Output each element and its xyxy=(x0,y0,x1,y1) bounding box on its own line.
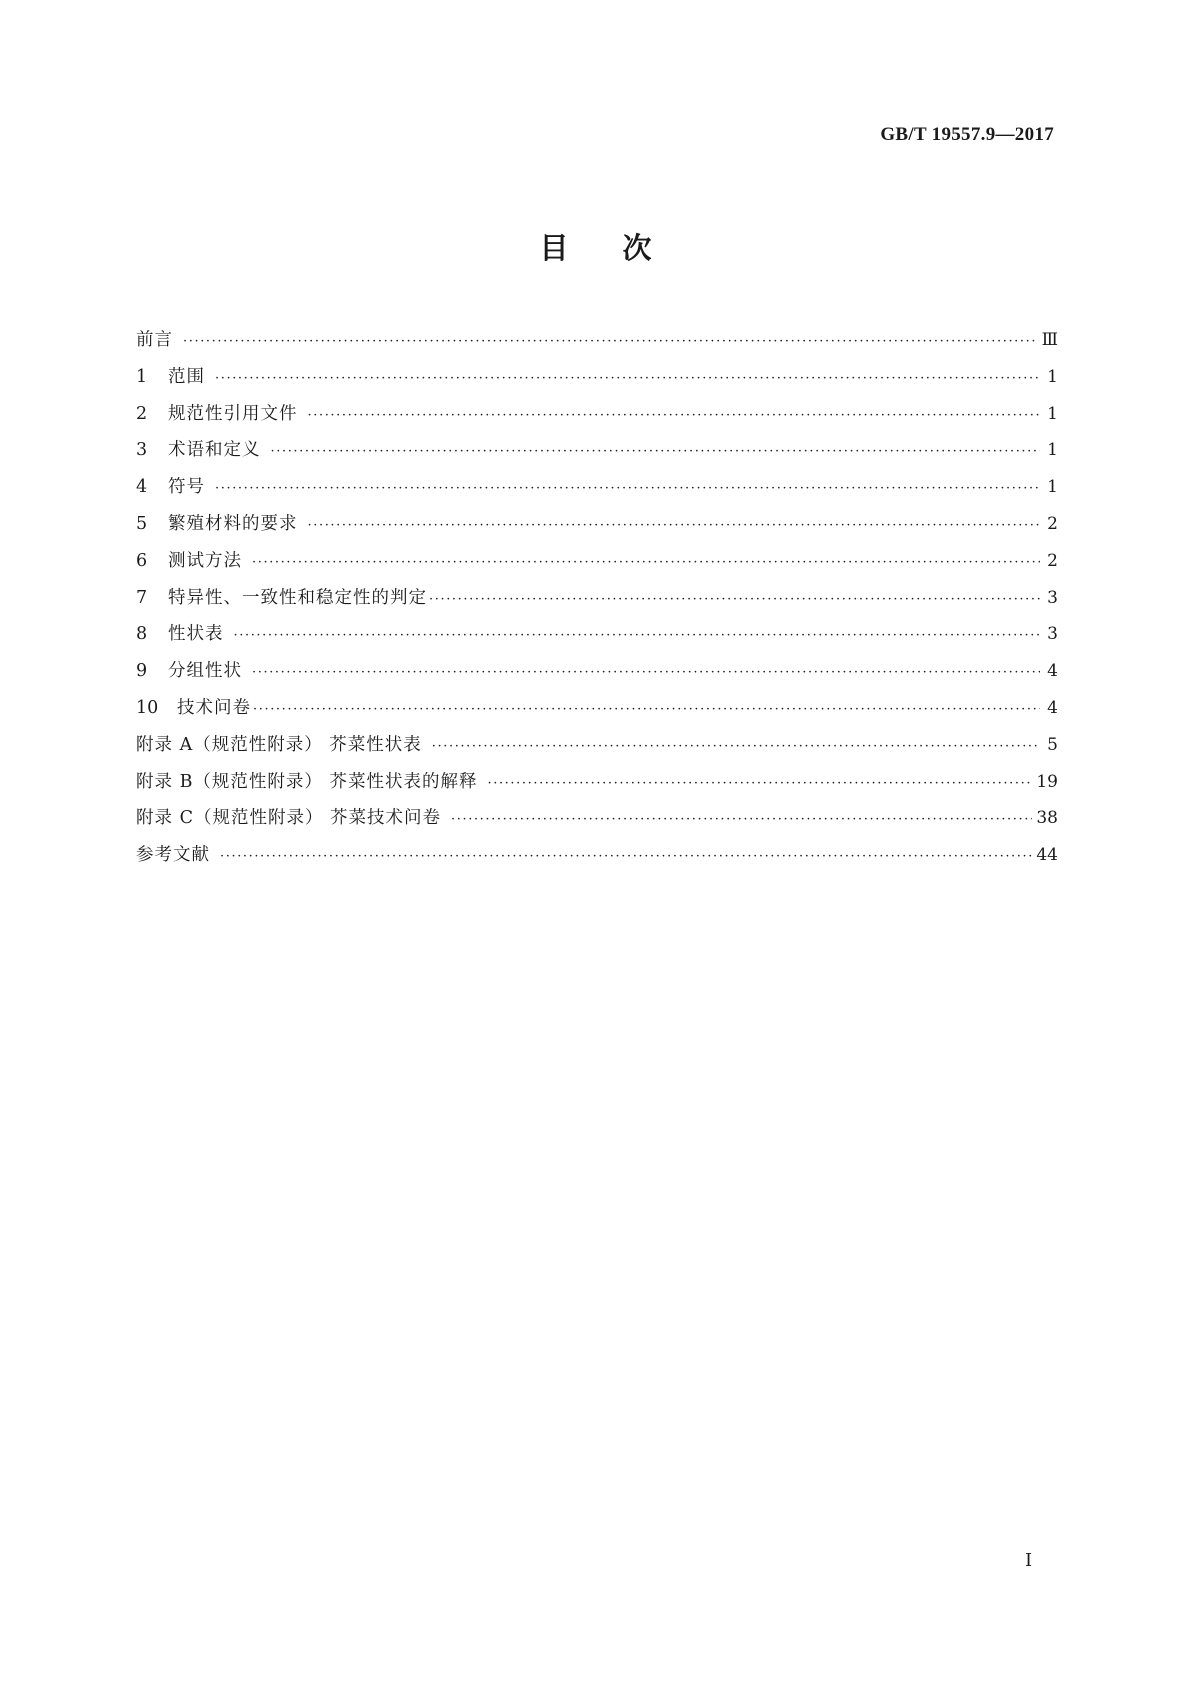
toc-entry-page: 5 xyxy=(1047,734,1058,755)
toc-entry-page: 1 xyxy=(1047,440,1058,461)
toc-entry-number: 2 xyxy=(136,403,148,424)
toc-entry-propagating-material[interactable] xyxy=(136,510,1058,547)
toc-entry-page: 3 xyxy=(1047,587,1058,608)
toc-entry-dus-assessment[interactable] xyxy=(136,584,1058,621)
toc-entry-number: 1 xyxy=(136,366,148,387)
toc-entry-label: 分组性状 xyxy=(168,661,242,682)
toc-entry-label: 范围 xyxy=(168,366,205,387)
toc-entry-bibliography[interactable] xyxy=(136,841,1058,878)
toc-entry-foreword[interactable] xyxy=(136,326,1058,363)
toc-leader-dots xyxy=(215,371,1040,386)
toc-leader-dots xyxy=(253,702,1040,717)
toc-entry-terms-definitions[interactable] xyxy=(136,436,1058,473)
toc-entry-page: 1 xyxy=(1047,477,1058,498)
toc-entry-normative-references[interactable] xyxy=(136,400,1058,437)
toc-leader-dots xyxy=(183,334,1038,349)
toc-leader-dots xyxy=(429,592,1040,607)
toc-leader-dots xyxy=(252,665,1040,680)
toc-entry-number: 4 xyxy=(136,477,148,498)
toc-entry-label: 特异性、一致性和稳定性的判定 xyxy=(168,587,427,608)
toc-entry-symbols[interactable] xyxy=(136,473,1058,510)
toc-entry-page: 2 xyxy=(1047,513,1058,534)
toc-entry-number: 5 xyxy=(136,513,148,534)
toc-entry-label: 参考文献 xyxy=(136,845,210,866)
toc-entry-page: 1 xyxy=(1047,366,1058,387)
toc-entry-page: 4 xyxy=(1047,661,1058,682)
toc-entry-page: 38 xyxy=(1036,808,1058,829)
toc-leader-dots xyxy=(308,518,1041,533)
toc-entry-page: 2 xyxy=(1047,550,1058,571)
toc-entry-number: 3 xyxy=(136,440,148,461)
toc-leader-dots xyxy=(308,408,1041,423)
toc-leader-dots xyxy=(252,555,1040,570)
toc-entry-page: 4 xyxy=(1047,697,1058,718)
toc-entry-label: 规范性引用文件 xyxy=(168,403,298,424)
toc-entry-label: 附录 C（规范性附录） 芥菜技术问卷 xyxy=(136,808,442,829)
toc-entry-grouping-characteristics[interactable] xyxy=(136,657,1058,694)
toc-entry-page: 1 xyxy=(1047,403,1058,424)
toc-entry-page: 3 xyxy=(1047,624,1058,645)
toc-entry-label: 性状表 xyxy=(168,624,224,645)
toc-entry-technical-questionnaire[interactable] xyxy=(136,694,1058,731)
toc-entry-page: Ⅲ xyxy=(1041,330,1058,350)
toc-entry-label: 附录 A（规范性附录） 芥菜性状表 xyxy=(136,734,422,755)
table-of-contents xyxy=(136,326,1058,878)
toc-entry-number: 8 xyxy=(136,624,148,645)
toc-entry-page: 19 xyxy=(1036,771,1058,792)
toc-entry-label: 符号 xyxy=(168,477,205,498)
toc-leader-dots xyxy=(487,776,1032,791)
toc-entry-number: 9 xyxy=(136,661,148,682)
toc-entry-annex-c[interactable] xyxy=(136,804,1058,841)
toc-entry-annex-a[interactable] xyxy=(136,731,1058,768)
toc-entry-label: 前言 xyxy=(136,330,173,350)
toc-entry-page: 44 xyxy=(1036,845,1058,866)
toc-entry-characteristics-table[interactable] xyxy=(136,620,1058,657)
toc-leader-dots xyxy=(234,628,1041,643)
toc-entry-number: 6 xyxy=(136,550,148,571)
toc-leader-dots xyxy=(271,444,1041,459)
toc-entry-annex-b[interactable] xyxy=(136,768,1058,805)
toc-entry-label: 技术问卷 xyxy=(177,697,251,718)
page-title: 目次 xyxy=(539,231,706,265)
toc-entry-label: 测试方法 xyxy=(168,550,242,571)
toc-leader-dots xyxy=(220,849,1032,864)
toc-leader-dots xyxy=(432,739,1040,754)
toc-entry-label: 繁殖材料的要求 xyxy=(168,513,298,534)
toc-entry-scope[interactable] xyxy=(136,363,1058,400)
toc-leader-dots xyxy=(215,481,1040,496)
toc-entry-test-methods[interactable] xyxy=(136,547,1058,584)
toc-entry-number: 10 xyxy=(136,697,159,718)
toc-entry-number: 7 xyxy=(136,587,148,608)
document-id: GB/T 19557.9—2017 xyxy=(880,124,1054,145)
toc-entry-label: 术语和定义 xyxy=(168,440,261,461)
toc-entry-label: 附录 B（规范性附录） 芥菜性状表的解释 xyxy=(136,771,478,792)
page-number: Ⅰ xyxy=(1025,1550,1033,1571)
toc-leader-dots xyxy=(451,812,1032,827)
